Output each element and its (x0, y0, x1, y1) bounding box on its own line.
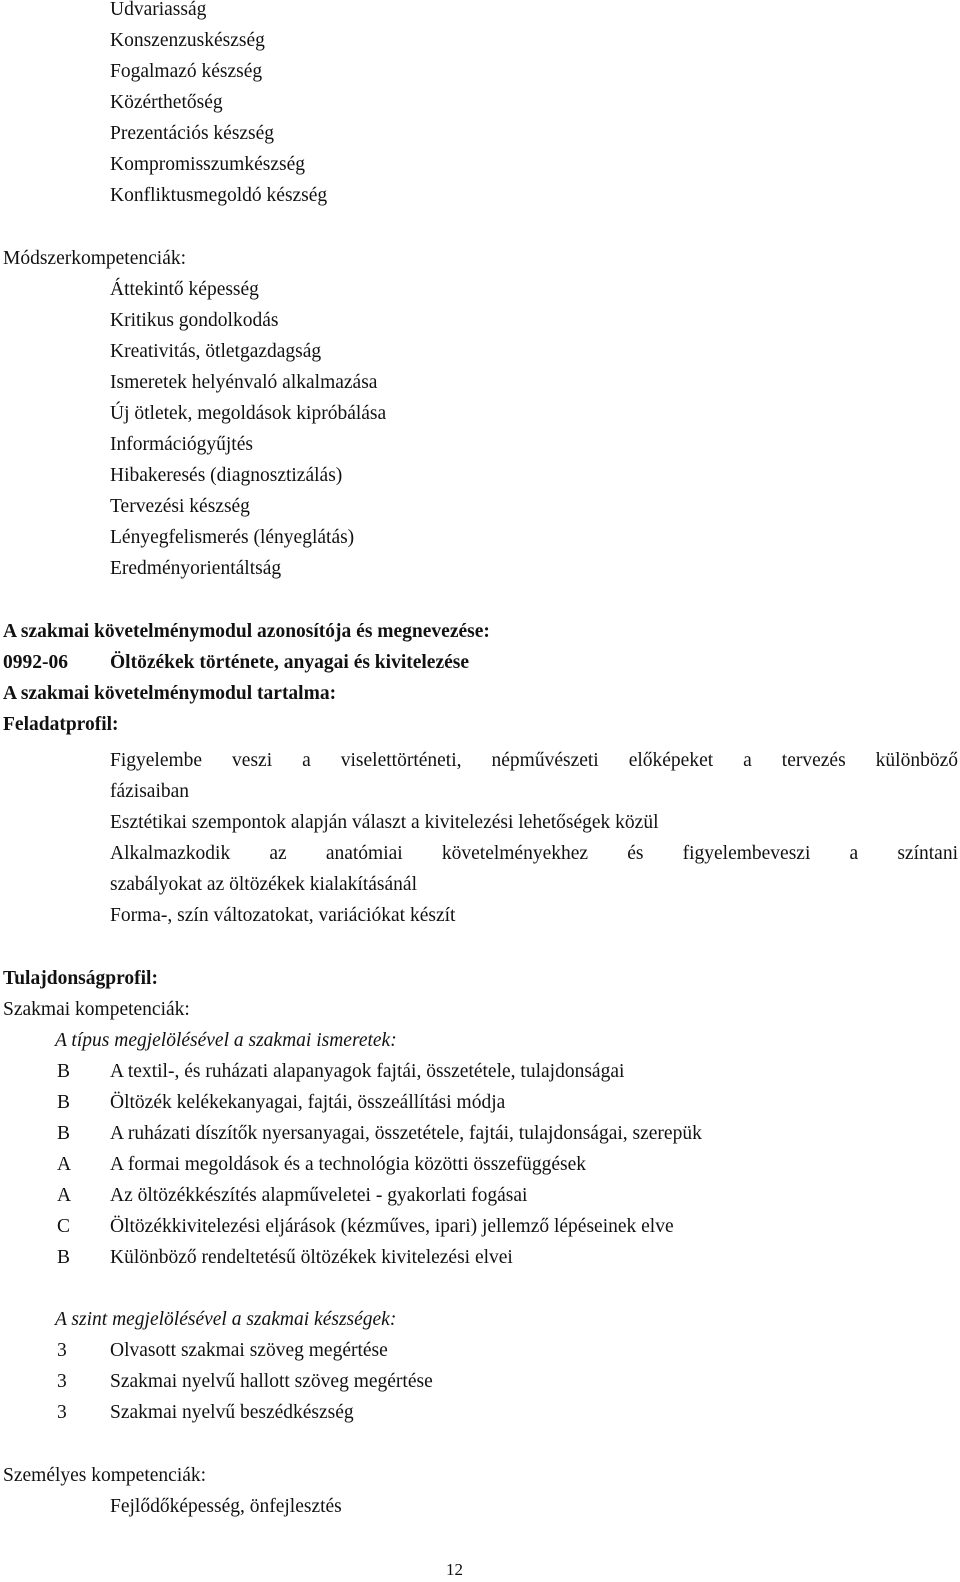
knowledge-subheading: A típus megjelölésével a szakmai ismeretek: (55, 1030, 397, 1051)
personal-competencies-heading: Személyes kompetenciák: (3, 1465, 207, 1486)
module-id-heading: A szakmai követelménymodul azonosítója és megnevezése: (3, 621, 490, 642)
list-item: Közérthetőség (110, 92, 223, 113)
list-item: Eredményorientáltság (110, 558, 282, 579)
list-item: Új ötletek, megoldások kipróbálása (110, 403, 387, 424)
professional-competencies-heading: Szakmai kompetenciák: (3, 999, 190, 1020)
list-item: Prezentációs készség (110, 123, 275, 144)
skill-level-code: 3 (57, 1371, 67, 1392)
skill-item: Szakmai nyelvű hallott szöveg megértése (110, 1371, 433, 1392)
knowledge-item: A ruházati díszítők nyersanyagai, összetétele, fajtái, tulajdonságai, szerepük (110, 1123, 702, 1144)
skill-level-code: 3 (57, 1402, 67, 1423)
task-item: Forma-, szín változatokat, variációkat készít (110, 905, 456, 926)
list-item: Ismeretek helyénvaló alkalmazása (110, 372, 378, 393)
knowledge-type-code: A (57, 1185, 72, 1206)
list-item: Kritikus gondolkodás (110, 310, 279, 331)
task-item-line: Figyelembe veszi a viselettörténeti, népművészeti előképeket a tervezés különböző (110, 750, 958, 771)
skill-item: Szakmai nyelvű beszédkészség (110, 1402, 354, 1423)
list-item: Udvariasság (110, 0, 207, 20)
task-item-line: fázisaiban (110, 781, 190, 802)
module-code: 0992-06 (3, 652, 68, 673)
property-profile-heading: Tulajdonságprofil: (3, 968, 158, 989)
list-item: Hibakeresés (diagnosztizálás) (110, 465, 343, 486)
list-item: Kompromisszumkészség (110, 154, 305, 175)
list-item: Információgyűjtés (110, 434, 253, 455)
list-item: Konszenzuskészség (110, 30, 265, 51)
list-item: Kreativitás, ötletgazdagság (110, 341, 322, 362)
module-content-heading: A szakmai követelménymodul tartalma: (3, 683, 337, 704)
section-heading-modszerkompetenciak: Módszerkompetenciák: (3, 248, 187, 269)
task-item: Esztétikai szempontok alapján választ a kivitelezési lehetőségek közül (110, 812, 659, 833)
skills-subheading: A szint megjelölésével a szakmai készségek: (55, 1309, 397, 1330)
knowledge-type-code: B (57, 1123, 71, 1144)
knowledge-item: A textil-, és ruházati alapanyagok fajtái, összetétele, tulajdonságai (110, 1061, 625, 1082)
knowledge-type-code: C (57, 1216, 71, 1237)
knowledge-item: Öltözékkivitelezési eljárások (kézműves, ipari) jellemző lépéseinek elve (110, 1216, 674, 1237)
knowledge-type-code: B (57, 1061, 71, 1082)
knowledge-type-code: A (57, 1154, 72, 1175)
list-item: Tervezési készség (110, 496, 250, 517)
list-item: Konfliktusmegoldó készség (110, 185, 328, 206)
page-number: 12 (446, 1560, 463, 1579)
knowledge-item: Az öltözékkészítés alapműveletei - gyakorlati fogásai (110, 1185, 528, 1206)
knowledge-item: A formai megoldások és a technológia közötti összefüggések (110, 1154, 586, 1175)
list-item: Lényegfelismerés (lényeglátás) (110, 527, 355, 548)
knowledge-item: Különböző rendeltetésű öltözékek kivitelezési elvei (110, 1247, 513, 1268)
module-name: Öltözékek története, anyagai és kivitelezése (110, 652, 470, 673)
knowledge-type-code: B (57, 1247, 71, 1268)
task-item-line: szabályokat az öltözékek kialakításánál (110, 874, 417, 895)
list-item: Fejlődőképesség, önfejlesztés (110, 1496, 342, 1517)
list-item: Fogalmazó készség (110, 61, 263, 82)
skill-item: Olvasott szakmai szöveg megértése (110, 1340, 388, 1361)
knowledge-item: Öltözék kelékekanyagai, fajtái, összeállítási módja (110, 1092, 506, 1113)
skill-level-code: 3 (57, 1340, 67, 1361)
list-item: Áttekintő képesség (110, 279, 259, 300)
task-profile-heading: Feladatprofil: (3, 714, 119, 735)
knowledge-type-code: B (57, 1092, 71, 1113)
task-item-line: Alkalmazkodik az anatómiai követelményekhez és figyelembeveszi a színtani (110, 843, 958, 864)
